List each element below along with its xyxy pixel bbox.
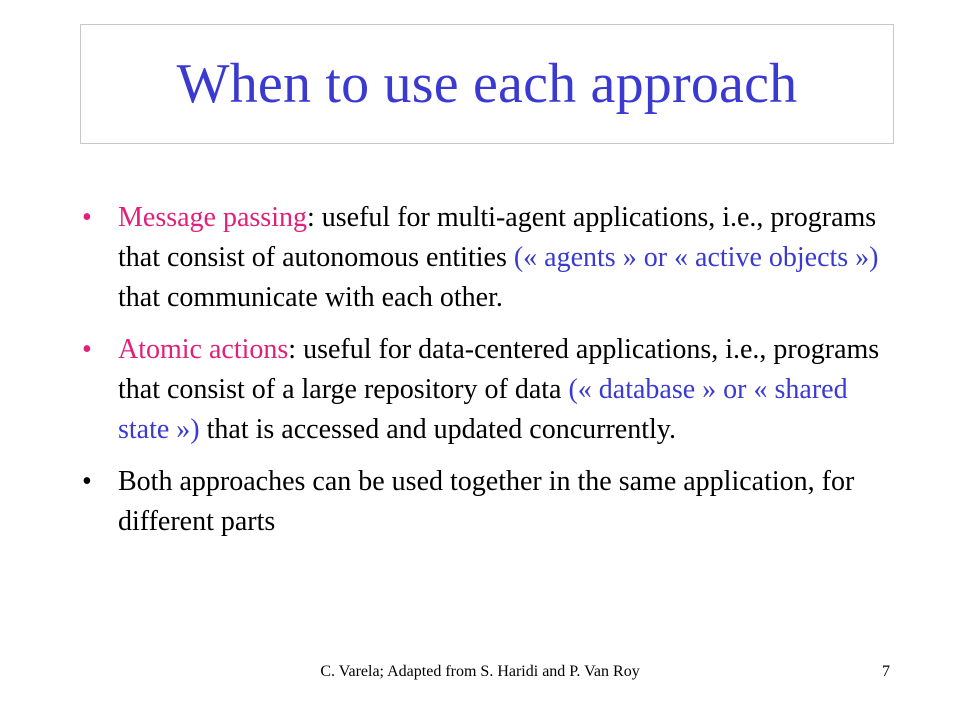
bullet-body: useful for multi-agent applications, i.e., programs that consist of autonomous entities <box>118 202 877 273</box>
bullet-term: Message passing <box>118 202 307 233</box>
page-number: 7 <box>882 663 890 680</box>
bullet-icon: • <box>82 202 92 233</box>
bullet-list <box>80 198 900 554</box>
bullet-highlight: (« database » or « shared state ») <box>118 374 848 445</box>
bullet-icon: • <box>82 466 92 497</box>
bullet-tail: that communicate with each other. <box>118 282 503 313</box>
slide-title: When to use each approach <box>176 53 798 115</box>
bullet-text: Both approaches can be used together in the same application, for different parts <box>118 466 855 537</box>
bullet-separator: : <box>306 202 322 233</box>
bullet-body: useful for data-centered applications, i.e., programs that consist of a large repository of data <box>118 334 880 405</box>
bullet-highlight: (« agents » or « active objects ») <box>513 242 879 273</box>
bullet-separator: : <box>288 334 304 365</box>
footer-credit: C. Varela; Adapted from S. Haridi and P. Van Roy <box>320 663 640 680</box>
bullet-item-both-approaches <box>80 462 900 542</box>
bullet-term: Atomic actions <box>118 334 289 365</box>
bullet-item-atomic-actions <box>80 330 900 450</box>
bullet-tail: that is accessed and updated concurrently. <box>199 414 676 445</box>
bullet-item-message-passing <box>80 198 900 318</box>
title-frame <box>80 24 894 144</box>
bullet-icon: • <box>82 334 92 365</box>
